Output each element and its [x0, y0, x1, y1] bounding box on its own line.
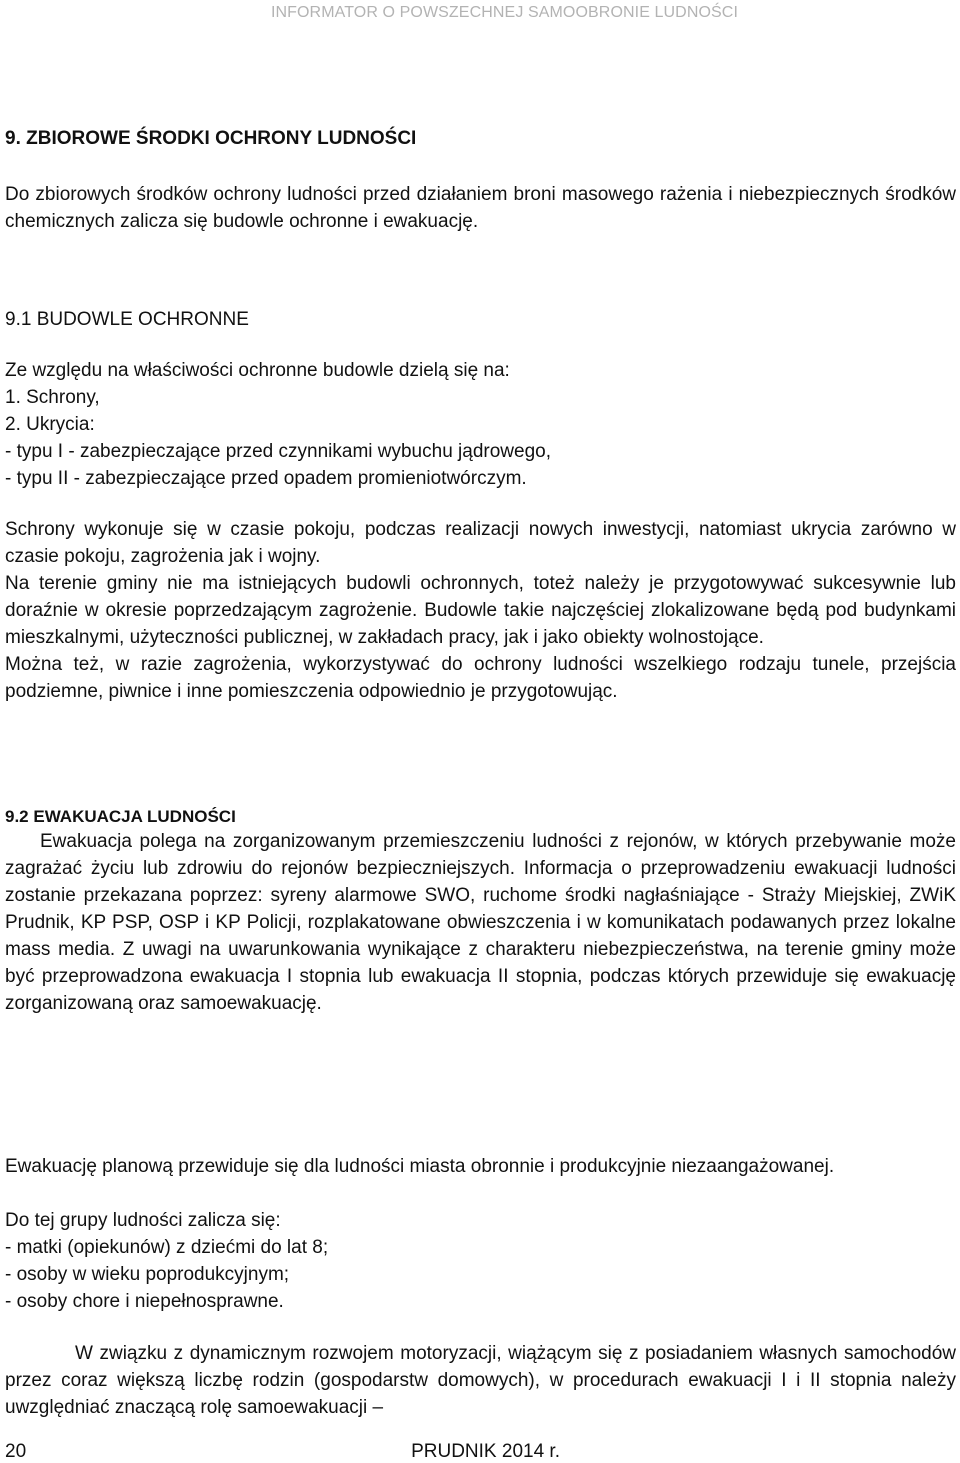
page-number: 20 — [5, 1441, 27, 1462]
list-item: 2. Ukrycia: — [5, 414, 95, 435]
paragraph: Schrony wykonuje się w czasie pokoju, podczas realizacji nowych inwestycji, natomiast ukrycia zarówno w czasie pokoju, zagrożenia jak i wojny. — [5, 519, 956, 567]
running-header: INFORMATOR O POWSZECHNEJ SAMOOBRONIE LUDNOŚCI — [270, 4, 738, 21]
list-intro: Ze względu na właściwości ochronne budowle dzielą się na: — [5, 360, 510, 381]
section-9-1-title: 9.1 BUDOWLE OCHRONNE — [5, 309, 249, 330]
list-item: - matki (opiekunów) z dziećmi do lat 8; — [5, 1237, 329, 1258]
list-item: - osoby w wieku poprodukcyjnym; — [5, 1264, 290, 1285]
list-intro: Do tej grupy ludności zalicza się: — [5, 1210, 281, 1231]
section-9-intro: Do zbiorowych środków ochrony ludności przed działaniem broni masowego rażenia i niebezpiecznych środków chemicznych zalicza się budowle ochronne i ewakuację. — [5, 184, 956, 232]
section-9-1-body — [5, 516, 956, 705]
list-item: - typu I - zabezpieczające przed czynnikami wybuchu jądrowego, — [5, 441, 551, 462]
section-9-2-title: 9.2 EWAKUACJA LUDNOŚCI — [5, 807, 236, 826]
shelter-type-list — [5, 357, 956, 492]
list-item: - typu II - zabezpieczające przed opadem promieniotwórczym. — [5, 468, 527, 489]
group-list — [5, 1207, 956, 1315]
section-9-title: 9. ZBIOROWE ŚRODKI OCHRONY LUDNOŚCI — [5, 128, 417, 149]
paragraph: Na terenie gminy nie ma istniejących budowli ochronnych, toteż należy je przygotowywać sukcesywnie lub doraźnie w okresie poprzedzającym zagrożenie. Budowle takie najczęściej zlokalizowane będą pod budynkami mieszkalnymi, użyteczności publicznej, w zakładach pracy, jak i jako obiekty wolnostojące. — [5, 573, 956, 648]
footer-place-year: PRUDNIK 2014 r. — [411, 1441, 560, 1462]
evacuation-paragraph: Ewakuacja polega na zorganizowanym przemieszczeniu ludności z rejonów, w których przebywanie może zagrażać życiu lub zdrowiu do rejonów bezpieczniejszych. Informacja o przeprowadzeniu ewakuacji ludności zostanie przekazana poprzez: syreny alarmowe SWO, ruchome środki nagłaśniające - Straży Miejskiej, ZWiK Prudnik, KP PSP, OSP i KP Policji, rozplakatowane obwieszczenia i w komunikatach podawanych przez lokalne mass media. Z uwagi na uwarunkowania wynikające z charakteru niebezpieczeństwa, na terenie gminy może być przeprowadzona ewakuacja I stopnia lub ewakuacja II stopnia, podczas których przewiduje się ewakuację zorganizowaną oraz samoewakuację. — [5, 831, 956, 1014]
list-item: - osoby chore i niepełnosprawne. — [5, 1291, 284, 1312]
planned-evacuation-paragraph: Ewakuację planową przewiduje się dla ludności miasta obronnie i produkcyjnie niezaangażowanej. — [5, 1156, 835, 1177]
motorization-paragraph: W związku z dynamicznym rozwojem motoryzacji, wiążącym się z posiadaniem własnych samochodów przez coraz większą liczbę rodzin (gospodarstw domowych), w procedurach ewakuacji I i II stopnia należy uwzględniać znaczącą rolę samoewakuacji – — [5, 1343, 956, 1418]
list-item: 1. Schrony, — [5, 387, 100, 408]
paragraph: Można też, w razie zagrożenia, wykorzystywać do ochrony ludności wszelkiego rodzaju tunele, przejścia podziemne, piwnice i inne pomieszczenia odpowiednio je przygotowując. — [5, 654, 956, 702]
